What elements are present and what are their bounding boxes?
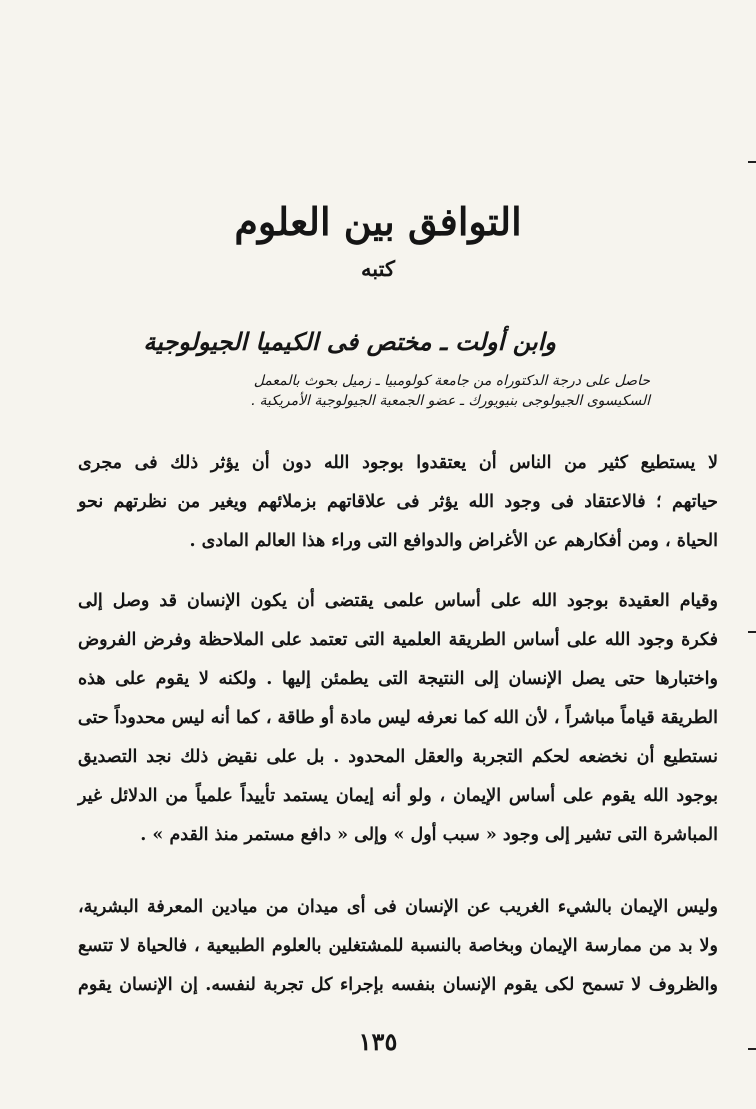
text-line: ولا بد من ممارسة الإيمان وبخاصة بالنسبة للمشتغلين بالعلوم الطبيعية ، فالحياة لا تتسع	[78, 936, 718, 956]
author-bio-line: السكيسوى الجيولوجى بنيويورك ـ عضو الجمعية الجيولوجية الأمريكية .	[250, 393, 650, 409]
author-bio	[130, 371, 650, 411]
text-line: حياتهم ؛ فالاعتقاد فى وجود الله يؤثر فى علاقاتهم بزملائهم ويغير من نظرتهم نحو	[78, 492, 718, 512]
text-line: الحياة ، ومن أفكارهم عن الأغراض والدوافع التى وراء هذا العالم المادى .	[189, 531, 718, 551]
paragraph-2	[78, 582, 718, 855]
chapter-title: التوافق بين العلوم	[234, 199, 522, 245]
text-line: نستطيع أن نخضعه لحكم التجربة والعقل المحدود . بل على نقيض ذلك نجد التصديق	[78, 747, 718, 767]
page-edge-mark	[748, 161, 756, 163]
paragraph-3	[78, 888, 718, 1005]
page-edge-mark	[748, 631, 756, 633]
page-number: ١٣٥	[358, 1027, 398, 1056]
text-line: المباشرة التى تشير إلى وجود « سبب أول » وإلى « دافع مستمر منذ القدم » .	[140, 825, 718, 845]
text-line: لا يستطيع كثير من الناس أن يعتقدوا بوجود الله دون أن يؤثر ذلك فى مجرى	[78, 453, 718, 473]
byline: كتبه	[361, 256, 395, 281]
text-line: واختبارها حتى يصل الإنسان إلى النتيجة التى يطمئن إليها . ولكنه لا يقوم على هذه	[78, 669, 718, 689]
text-line: وليس الإيمان بالشيء الغريب عن الإنسان فى أى ميدان من ميادين المعرفة البشرية،	[78, 897, 718, 917]
paragraph-1	[78, 444, 718, 561]
page-edge-mark	[748, 1048, 756, 1050]
text-line: والظروف لا تسمح لكى يقوم الإنسان بنفسه بإجراء كل تجربة لنفسه. إن الإنسان يقوم	[78, 975, 718, 995]
text-line: بوجود الله يقوم على أساس الإيمان ، ولو أنه إيمان يستمد تأييداً علمياً من الدلائل غير	[78, 786, 718, 806]
author-name: وابن أولت ـ مختص فى الكيميا الجيولوجية	[143, 326, 556, 356]
text-line: فكرة وجود الله على أساس الطريقة العلمية التى تعتمد على الملاحظة وفرض الفروض	[78, 630, 718, 650]
text-line: وقيام العقيدة بوجود الله على أساس علمى يقتضى أن يكون الإنسان قد وصل إلى	[78, 591, 718, 611]
author-bio-line: حاصل على درجة الدكتوراه من جامعة كولومبيا ـ زميل بحوث بالمعمل	[253, 373, 650, 389]
text-line: الطريقة قياماً مباشراً ، لأن الله كما نعرفه ليس مادة أو طاقة ، كما أنه ليس محدوداً حتى	[77, 708, 718, 728]
